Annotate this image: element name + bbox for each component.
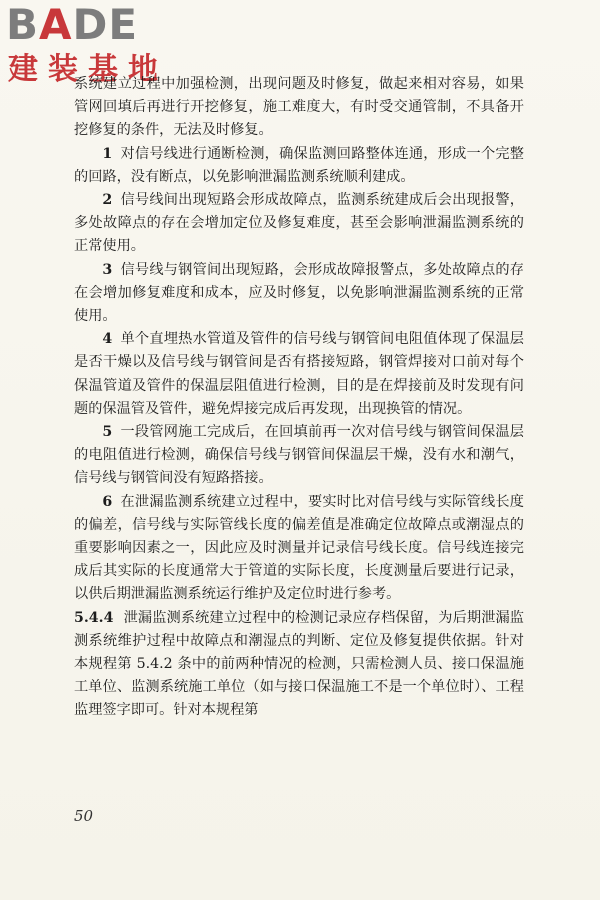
body-text <box>74 73 524 723</box>
item-text: 一段管网施工完成后，在回填前再一次对信号线与钢管间保温层的电阻值进行检测，确保信号线与钢管间保温层干燥，没有水和潮气，信号线与钢管间没有短路搭接。 <box>74 424 524 487</box>
item-text: 单个直埋热水管道及管件的信号线与钢管间电阻值体现了保温层是否干燥以及信号线与钢管间是否有搭接短路，钢管焊接对口前对每个保温管道及管件的保温层阻值进行检测，目的是在焊接前及时发现有问题的保温管及管件，避免焊接完成后再发现，出现换管的情况。 <box>74 331 524 417</box>
brand-accent: A <box>39 0 73 49</box>
item-number: 1 <box>102 145 113 162</box>
item-text: 在泄漏监测系统建立过程中，要实时比对信号线与实际管线长度的偏差，信号线与实际管线长度的偏差值是准确定位故障点或潮湿点的重要影响因素之一，因此应及时测量并记录信号线长度。信号线连接完成后其实际的长度通常大于管道的实际长度，长度测量后要进行记录，以供后期泄漏监测系统运行维护及定位时进行参考。 <box>74 493 524 603</box>
list-item <box>74 189 524 259</box>
list-item <box>74 491 524 607</box>
section-paragraph <box>74 607 524 723</box>
item-text: 信号线与钢管间出现短路，会形成故障报警点，多处故障点的存在会增加修复难度和成本，应及时修复，以免影响泄漏监测系统的正常使用。 <box>74 261 524 325</box>
intro-paragraph: 系统建立过程中加强检测，出现问题及时修复，做起来相对容易，如果管网回填后再进行开挖修复，施工难度大，有时受交通管制，不具备开挖修复的条件，无法及时修复。 <box>74 76 524 139</box>
section-text: 泄漏监测系统建立过程中的检测记录应存档保留，为后期泄漏监测系统维护过程中故障点和潮湿点的判断、定位及修复提供依据。针对本规程第 5.4.2 条中的前两种情况的检测，只需检测人员、接口保温施工单位、监测系统施工单位（如与接口保温施工不是一个单位时）、工程监理签字即可。针对本规程第 <box>74 609 524 719</box>
item-text: 对信号线进行通断检测，确保监测回路整体连通，形成一个完整的回路，没有断点，以免影响泄漏监测系统顺利建成。 <box>74 145 524 185</box>
brand-prefix: B <box>6 0 40 49</box>
brand-wordmark <box>6 2 138 48</box>
page-number: 50 <box>74 807 94 825</box>
item-number: 5 <box>102 424 113 441</box>
item-number: 6 <box>102 493 113 510</box>
brand-suffix: DE <box>72 0 139 49</box>
item-number: 2 <box>102 192 113 209</box>
brand-subtitle: 建装基地 <box>8 52 168 87</box>
list-item <box>74 259 524 329</box>
item-number: 3 <box>102 261 113 278</box>
list-item <box>74 328 524 421</box>
section-number: 5.4.4 <box>74 609 114 626</box>
item-number: 4 <box>102 331 113 348</box>
list-item <box>74 421 524 491</box>
list-item <box>74 143 524 189</box>
item-text: 信号线间出现短路会形成故障点，监测系统建成后会出现报警，多处故障点的存在会增加定位及修复难度，甚至会影响泄漏监测系统的正常使用。 <box>74 192 524 255</box>
